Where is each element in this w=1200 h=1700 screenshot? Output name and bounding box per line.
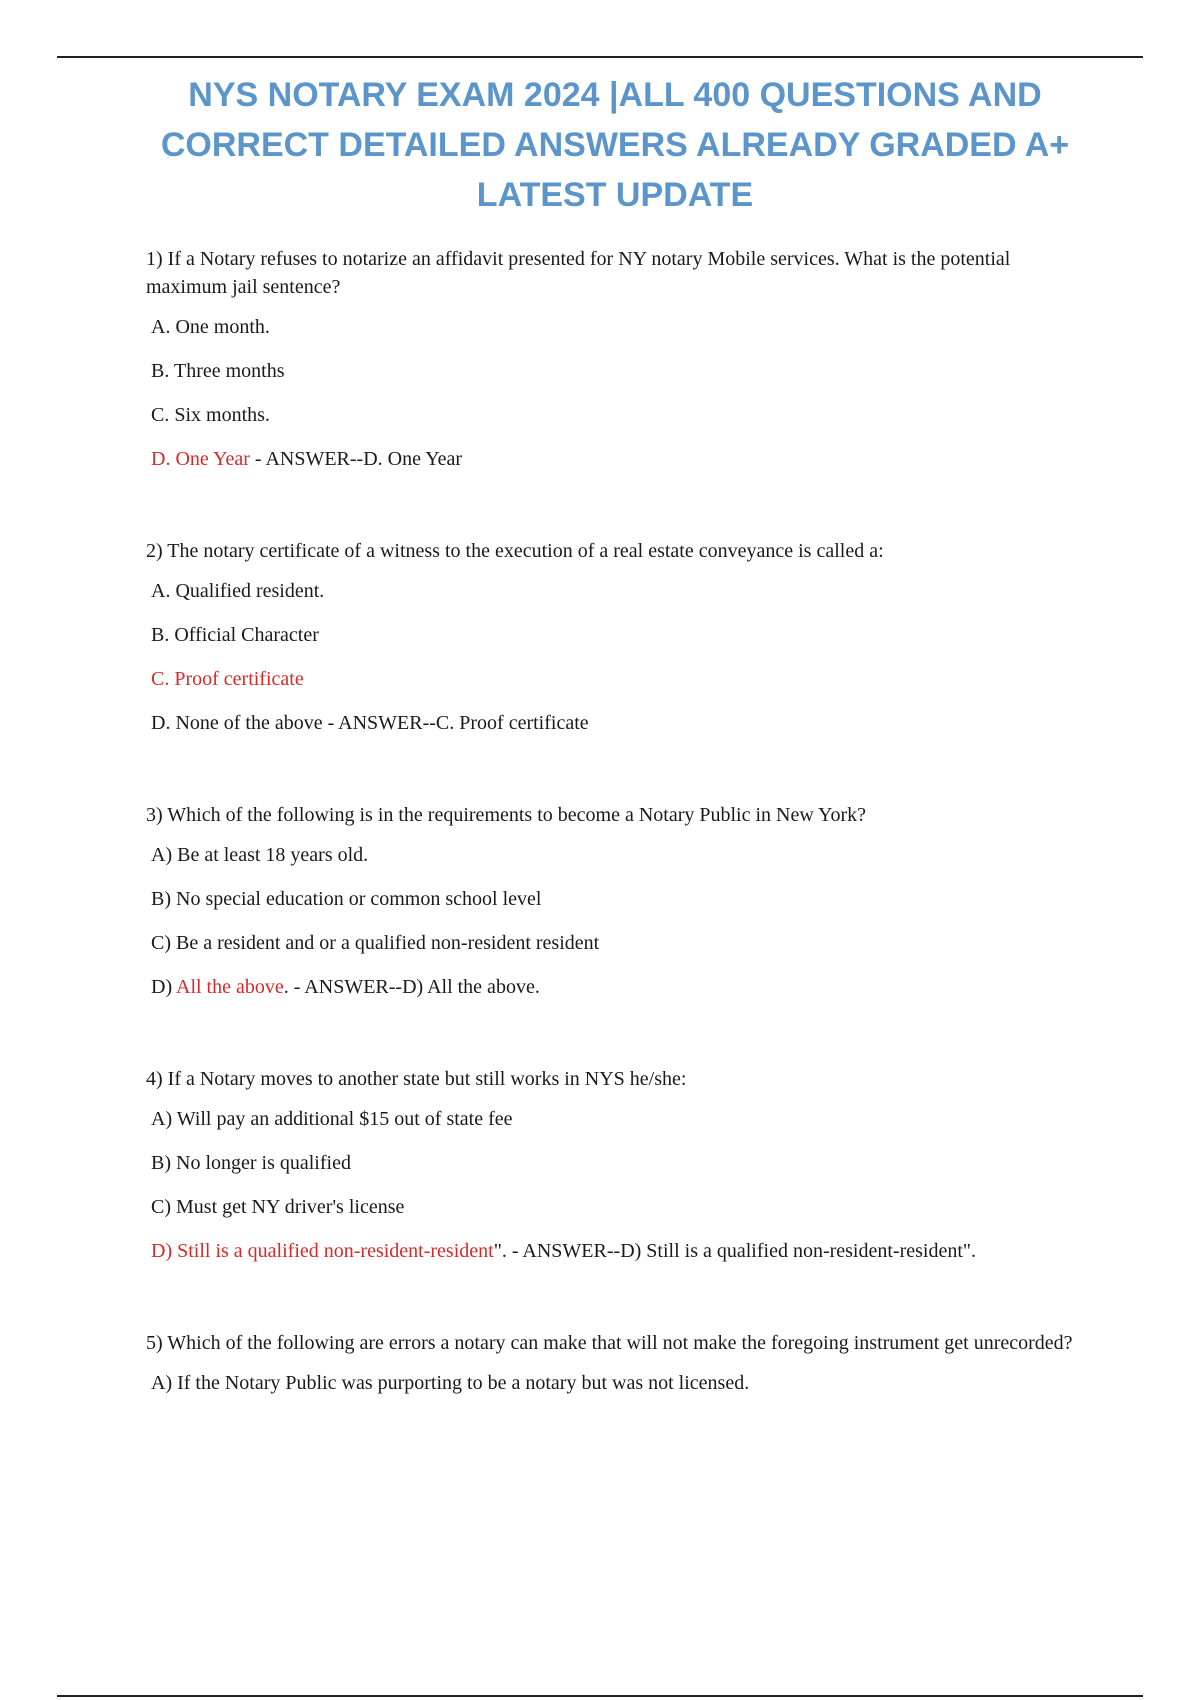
option-b: B) No longer is qualified [151, 1152, 351, 1174]
option-b: B. Three months [151, 360, 285, 382]
question-text: 3) Which of the following is in the requirements to become a Notary Public in New York? [146, 804, 867, 826]
answer-key-text: ". - ANSWER--D) Still is a qualified non-resident-resident". [493, 1240, 977, 1262]
option-a: A. One month. [151, 316, 270, 338]
option-a: A) If the Notary Public was purporting to be a notary but was not licensed. [151, 1372, 750, 1394]
question-block-4 [146, 1065, 1076, 1265]
option-c: C) Must get NY driver's license [151, 1196, 405, 1218]
option-a: A) Will pay an additional $15 out of state fee [151, 1108, 513, 1130]
answer-key-text: . - ANSWER--D) All the above. [283, 976, 540, 998]
option-d-answer [151, 1237, 1076, 1265]
option-b: B. Official Character [151, 624, 319, 646]
option-d-answer: D. None of the above - ANSWER--C. Proof certificate [151, 712, 589, 734]
document-body [146, 245, 1076, 1413]
option-b: B) No special education or common school level [151, 888, 542, 910]
option-c: C) Be a resident and or a qualified non-resident resident [151, 932, 600, 954]
option-d-answer [151, 973, 1076, 1001]
top-rule [57, 56, 1143, 58]
option-d-answer [151, 445, 1076, 473]
title-line-2: CORRECT DETAILED ANSWERS ALREADY GRADED A+ [160, 126, 1070, 164]
bottom-rule [57, 1695, 1143, 1697]
option-a: A. Qualified resident. [151, 580, 325, 602]
title-line-3: LATEST UPDATE [476, 176, 754, 214]
question-block-2 [146, 537, 1076, 737]
option-c-correct: C. Proof certificate [151, 668, 304, 690]
option-c: C. Six months. [151, 404, 270, 426]
answer-key-text: - ANSWER--D. One Year [249, 448, 463, 470]
title-line-1: NYS NOTARY EXAM 2024 |ALL 400 QUESTIONS AND [188, 76, 1042, 114]
option-a: A) Be at least 18 years old. [151, 844, 369, 866]
correct-answer-highlight: D) Still is a qualified non-resident-resident [151, 1240, 494, 1262]
question-text: 5) Which of the following are errors a notary can make that will not make the foregoing instrument get unrecorded? [146, 1332, 1073, 1354]
document-title [100, 70, 1130, 220]
question-text: 4) If a Notary moves to another state but still works in NYS he/she: [146, 1068, 687, 1090]
question-block-5 [146, 1329, 1076, 1397]
correct-answer-highlight: D. One Year [151, 448, 250, 470]
question-block-1 [146, 245, 1076, 473]
answer-prefix: D) [151, 976, 176, 998]
question-text: 1) If a Notary refuses to notarize an affidavit presented for NY notary Mobile services. What is the potential maximum jail sentence? [146, 248, 1011, 298]
question-text: 2) The notary certificate of a witness to the execution of a real estate conveyance is called a: [146, 540, 884, 562]
correct-answer-highlight: All the above [176, 976, 284, 998]
question-block-3 [146, 801, 1076, 1001]
